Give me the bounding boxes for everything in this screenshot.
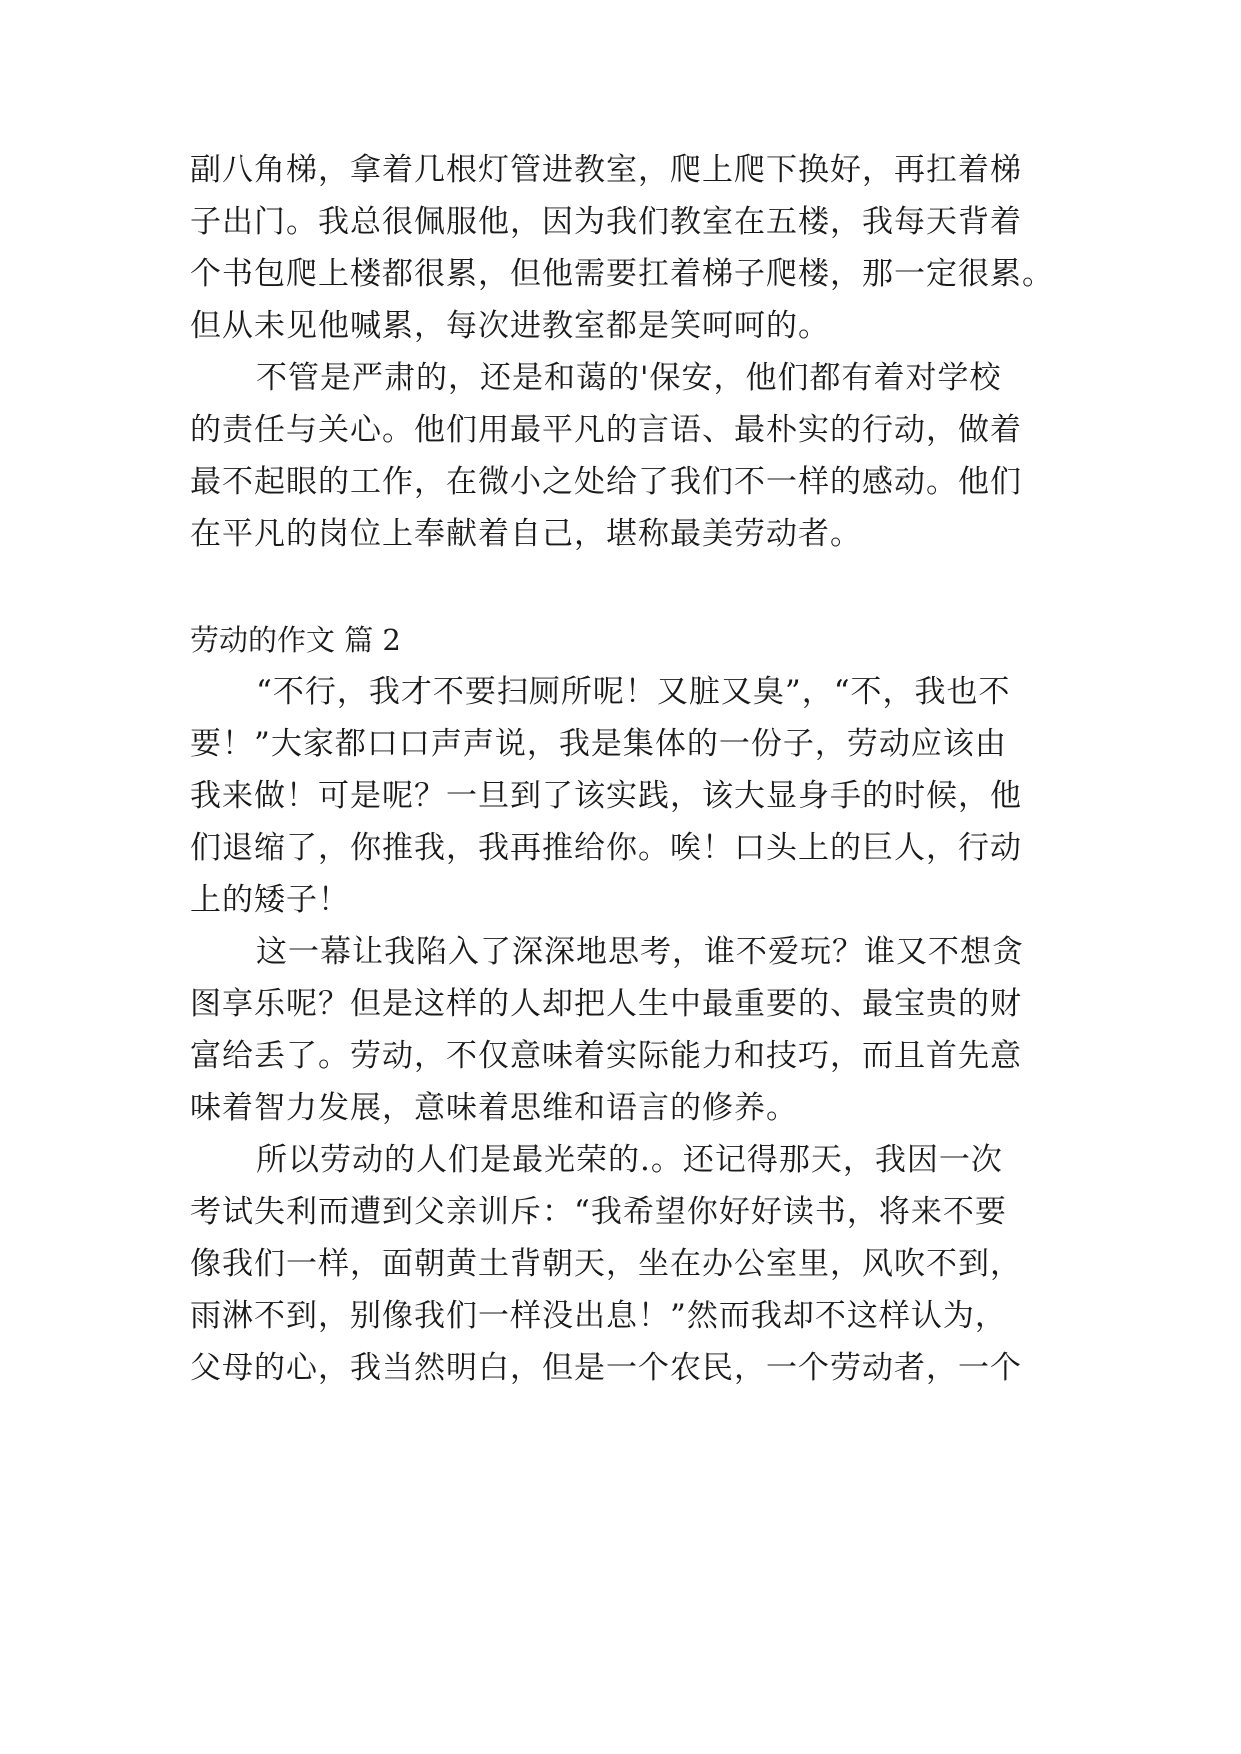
- paragraph-line: 们退缩了，你推我，我再推给你。唉！口头上的巨人，行动: [190, 830, 1022, 866]
- paragraph-line: 图享乐呢？但是这样的人却把人生中最重要的、最宝贵的财: [190, 986, 1022, 1022]
- paragraph-line: 最不起眼的工作，在微小之处给了我们不一样的感动。他们: [190, 464, 1022, 500]
- section-heading: 劳动的作文 篇 2: [190, 623, 401, 657]
- paragraph-line: 不管是严肃的，还是和蔼的'保安，他们都有着对学校: [256, 360, 1002, 396]
- paragraph-line: 父母的心，我当然明白，但是一个农民，一个劳动者，一个: [190, 1350, 1022, 1386]
- paragraph-line: 上的矮子！: [190, 882, 350, 918]
- paragraph-line: 但从未见他喊累，每次进教室都是笑呵呵的。: [190, 308, 830, 344]
- paragraph-line: 子出门。我总很佩服他，因为我们教室在五楼，我每天背着: [190, 204, 1022, 240]
- paragraph-line: 的责任与关心。他们用最平凡的言语、最朴实的行动，做着: [190, 412, 1022, 448]
- paragraph-line: 在平凡的岗位上奉献着自己，堪称最美劳动者。: [190, 516, 862, 552]
- paragraph-line: 我来做！可是呢？一旦到了该实践，该大显身手的时候，他: [190, 778, 1022, 814]
- paragraph-line: 这一幕让我陷入了深深地思考，谁不爱玩？谁又不想贪: [256, 934, 1024, 970]
- paragraph-line: 所以劳动的人们是最光荣的.。还记得那天，我因一次: [256, 1142, 1003, 1178]
- paragraph-line: 个书包爬上楼都很累，但他需要扛着梯子爬楼，那一定很累。: [190, 256, 1054, 292]
- paragraph-line: 考试失利而遭到父亲训斥：“我希望你好好读书，将来不要: [190, 1194, 1007, 1230]
- paragraph-line: 像我们一样，面朝黄土背朝天，坐在办公室里，风吹不到，: [190, 1246, 1022, 1282]
- paragraph-line: 富给丢了。劳动，不仅意味着实际能力和技巧，而且首先意: [190, 1038, 1022, 1074]
- paragraph-line: “不行，我才不要扫厕所呢！又脏又臭”，“不，我也不: [256, 674, 1011, 710]
- paragraph-line: 副八角梯，拿着几根灯管进教室，爬上爬下换好，再扛着梯: [190, 152, 1022, 188]
- paragraph-line: 味着智力发展，意味着思维和语言的修养。: [190, 1090, 798, 1126]
- paragraph-line: 雨淋不到，别像我们一样没出息！”然而我却不这样认为，: [190, 1298, 1007, 1334]
- paragraph-line: 要！”大家都口口声声说，我是集体的一份子，劳动应该由: [190, 726, 1007, 762]
